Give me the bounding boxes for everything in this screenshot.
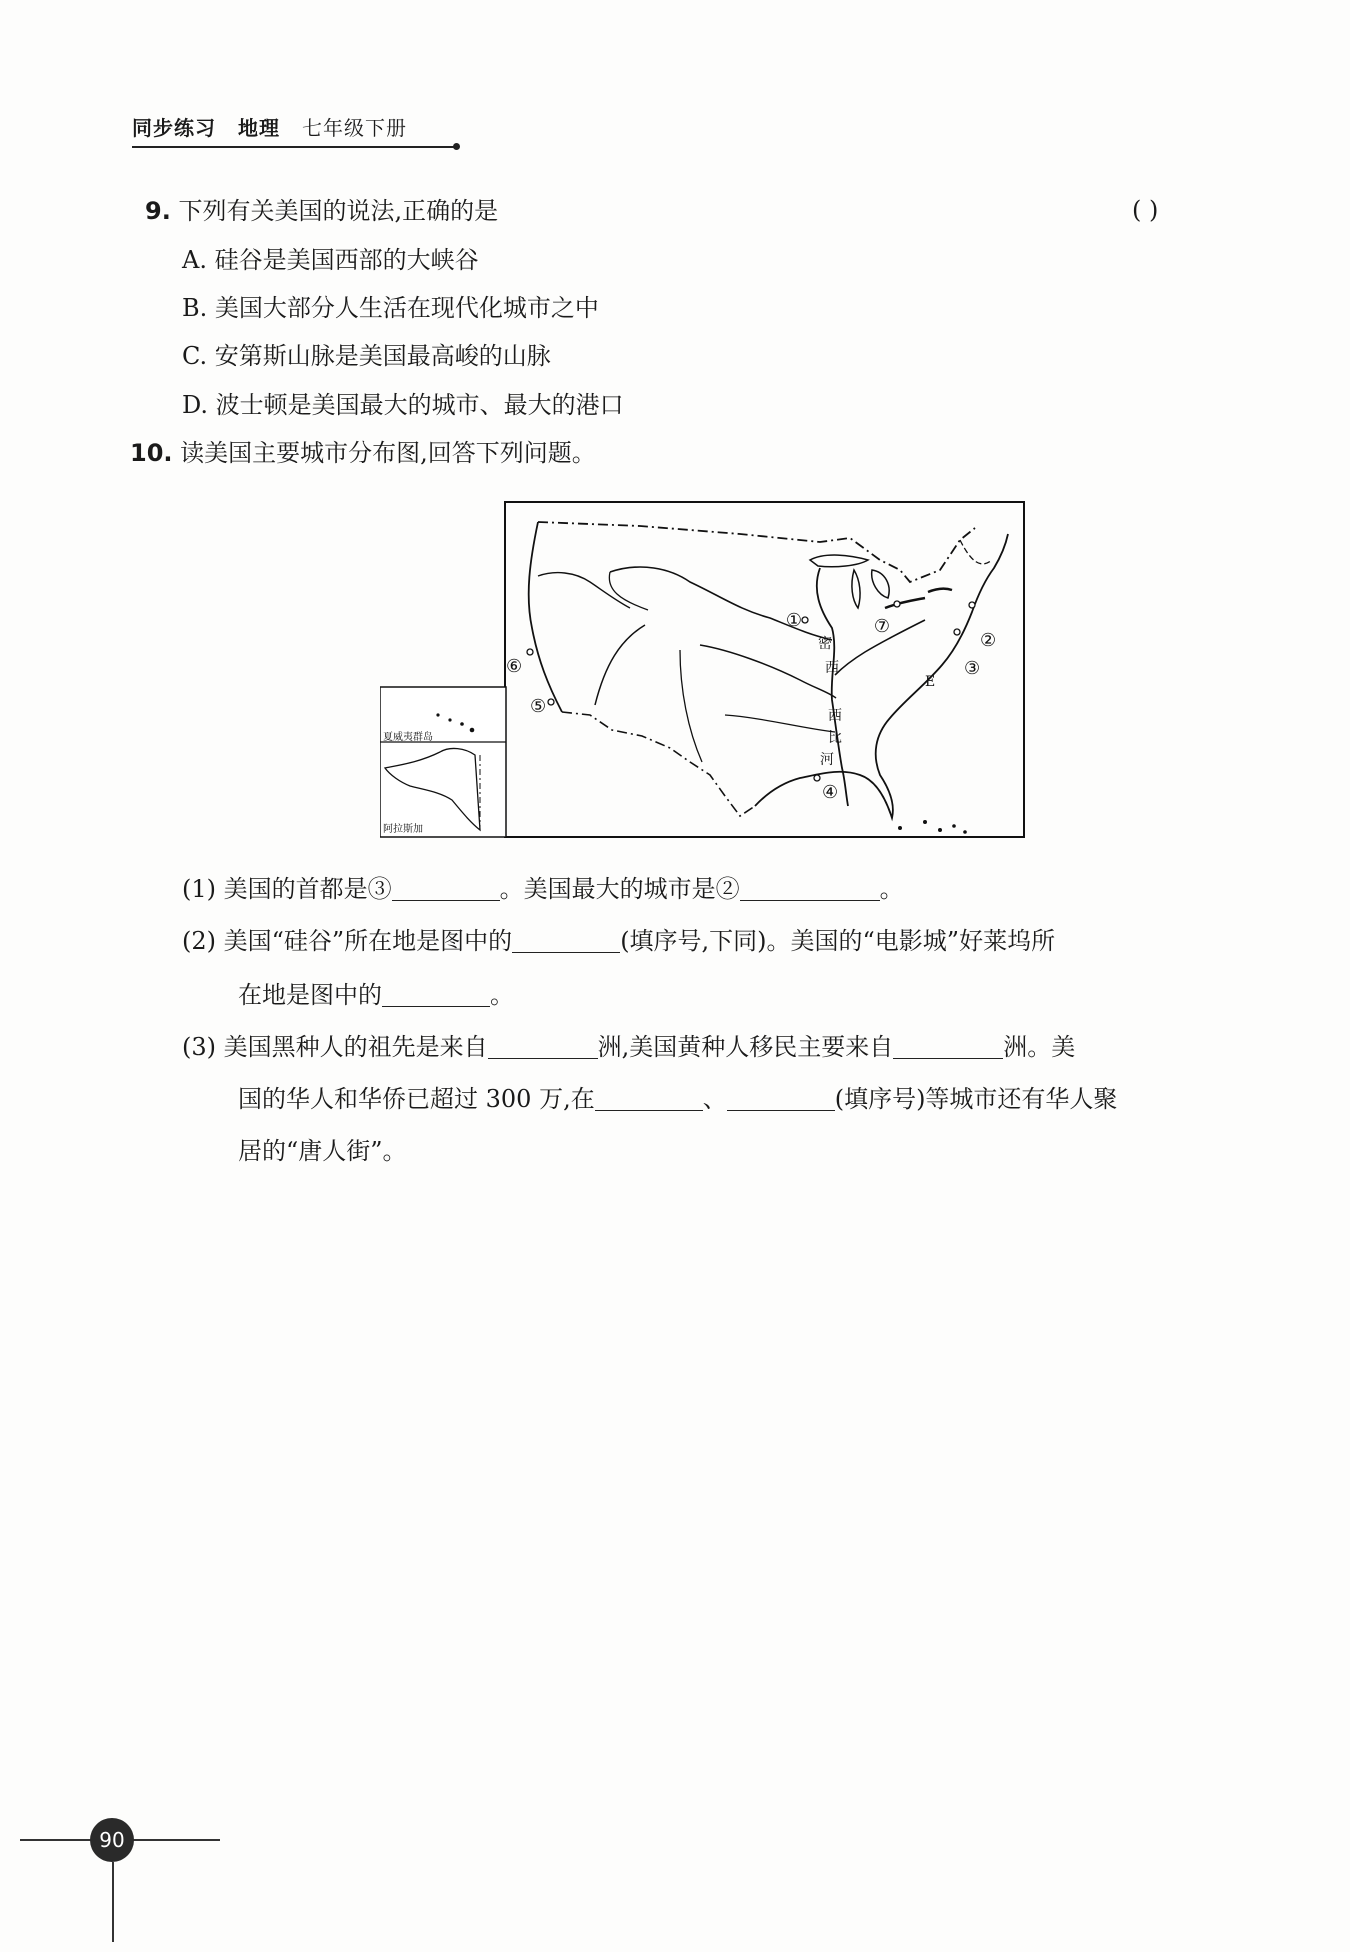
- colorado-river: [595, 625, 645, 705]
- arkansas-river: [700, 645, 836, 698]
- sub-number: (3): [182, 1033, 216, 1061]
- city-dot: [548, 699, 554, 705]
- q10-sub3-line2: [238, 1084, 1117, 1114]
- sub-text: 。: [879, 875, 904, 903]
- q10-sub1: [182, 874, 904, 904]
- answer-blank[interactable]: [382, 982, 490, 1007]
- q9-option-d: [182, 390, 624, 420]
- answer-blank[interactable]: [488, 1034, 598, 1059]
- map-main-frame: [505, 502, 1024, 837]
- sub-number: (2): [182, 927, 216, 955]
- q10-sub2-line2: [238, 980, 514, 1010]
- lake-ontario: [928, 589, 952, 592]
- red-river: [725, 715, 835, 732]
- answer-blank[interactable]: [512, 928, 620, 953]
- city-label-7: ⑦: [873, 616, 890, 637]
- lake-superior: [810, 555, 868, 567]
- header-dot: [453, 143, 460, 150]
- city-dot: [814, 775, 820, 781]
- island-dot: [923, 820, 927, 824]
- option-letter: C.: [182, 342, 208, 370]
- river-label: 比: [828, 730, 842, 746]
- missouri-tributary: [609, 572, 648, 610]
- mississippi-river: [817, 568, 848, 806]
- page-header: [132, 112, 407, 141]
- option-text: 安第斯山脉是美国最高峻的山脉: [214, 342, 551, 370]
- city-label-2: ②: [980, 630, 997, 651]
- city-label-6: ⑥: [506, 656, 523, 677]
- inset-alaska-label: 阿拉斯加: [383, 824, 423, 835]
- sub-text: 。: [490, 981, 514, 1009]
- river-label: 河: [820, 752, 834, 768]
- island-dot: [963, 830, 967, 834]
- sub-text: 在地是图中的: [238, 981, 382, 1009]
- island-dot: [898, 826, 902, 830]
- sub-text: 洲,美国黄种人移民主要来自: [597, 1033, 894, 1061]
- map-letter-e: E: [925, 674, 936, 690]
- q10-sub3-line1: [182, 1032, 1075, 1062]
- sub-text: 、: [702, 1085, 727, 1113]
- northern-border: [538, 522, 975, 582]
- q9-stem: 下列有关美国的说法,正确的是: [178, 197, 499, 225]
- sub-text: 美国“硅谷”所在地是图中的: [223, 927, 513, 955]
- coastline: [529, 522, 1008, 818]
- southern-border: [562, 712, 755, 816]
- city-dot: [969, 602, 975, 608]
- sub-text: (填序号,下同)。美国的“电影城”好莱坞所: [620, 927, 1056, 955]
- footer-vertical-rule: [112, 1862, 114, 1942]
- river-label: 西: [825, 660, 839, 676]
- river-label: 西: [828, 708, 842, 724]
- city-label-1: ①: [785, 610, 802, 631]
- q9-option-c: [182, 341, 551, 371]
- island-dot: [448, 718, 451, 721]
- city-dot: [894, 601, 900, 607]
- lake-huron: [872, 570, 889, 598]
- option-text: 美国大部分人生活在现代化城市之中: [214, 294, 599, 322]
- island-dot: [436, 713, 439, 716]
- q10-number: 10.: [130, 439, 173, 467]
- answer-blank[interactable]: [595, 1086, 703, 1111]
- answer-blank[interactable]: [740, 876, 880, 901]
- sub-text: 国的华人和华侨已超过 300 万,在: [238, 1085, 595, 1113]
- northeast-border: [960, 540, 992, 564]
- sub-text: 洲。美: [1003, 1033, 1076, 1061]
- answer-blank[interactable]: [727, 1086, 835, 1111]
- lake-erie: [885, 598, 925, 608]
- river-label: 密: [818, 636, 832, 652]
- sub-text: 美国黑种人的祖先是来自: [223, 1033, 488, 1061]
- header-series: 同步练习: [132, 116, 216, 140]
- lake-michigan: [852, 570, 860, 608]
- usa-city-map: [380, 500, 1026, 840]
- option-text: 波士顿是美国最大的城市、最大的港口: [215, 391, 624, 419]
- q10-stem: 读美国主要城市分布图,回答下列问题。: [180, 439, 596, 467]
- option-letter: D.: [182, 391, 209, 419]
- q10-sub2-line1: [182, 926, 1055, 956]
- q10-sub3-line3: [238, 1136, 407, 1166]
- option-letter: A.: [182, 246, 207, 274]
- island-dot: [952, 824, 956, 828]
- map-inset-frame: [380, 687, 506, 837]
- sub-text: (填序号)等城市还有华人聚: [834, 1085, 1118, 1113]
- columbia-river: [538, 573, 630, 608]
- city-dot: [802, 617, 808, 623]
- q9-answer-paren: ( ): [1132, 196, 1159, 224]
- q9-option-b: [182, 293, 599, 323]
- answer-blank[interactable]: [392, 876, 500, 901]
- rio-grande: [680, 650, 702, 762]
- city-label-3: ③: [964, 658, 981, 679]
- q9-stem-line: [145, 196, 498, 226]
- city-dot: [527, 649, 533, 655]
- sub-text: 美国的首都是③: [223, 875, 392, 903]
- q9-option-a: [182, 245, 479, 275]
- option-letter: B.: [182, 294, 208, 322]
- option-text: 硅谷是美国西部的大峡谷: [214, 246, 479, 274]
- city-dot: [954, 629, 960, 635]
- header-subject: 地理: [238, 116, 280, 140]
- header-rule: [132, 146, 457, 148]
- city-label-4: ④: [822, 782, 839, 803]
- page-number: 90: [90, 1818, 134, 1862]
- sub-text: 。美国最大的城市是②: [499, 875, 740, 903]
- city-label-5: ⑤: [530, 696, 547, 717]
- answer-blank[interactable]: [893, 1034, 1003, 1059]
- island-dot: [470, 728, 475, 733]
- island-dot: [460, 722, 464, 726]
- q10-stem-line: [130, 438, 596, 468]
- island-dot: [938, 828, 942, 832]
- sub-text: 居的“唐人街”。: [238, 1137, 407, 1165]
- q9-number: 9.: [145, 197, 171, 225]
- inset-hawaii-label: 夏威夷群岛: [383, 732, 433, 743]
- sub-number: (1): [182, 875, 216, 903]
- header-grade: 七年级下册: [302, 116, 407, 140]
